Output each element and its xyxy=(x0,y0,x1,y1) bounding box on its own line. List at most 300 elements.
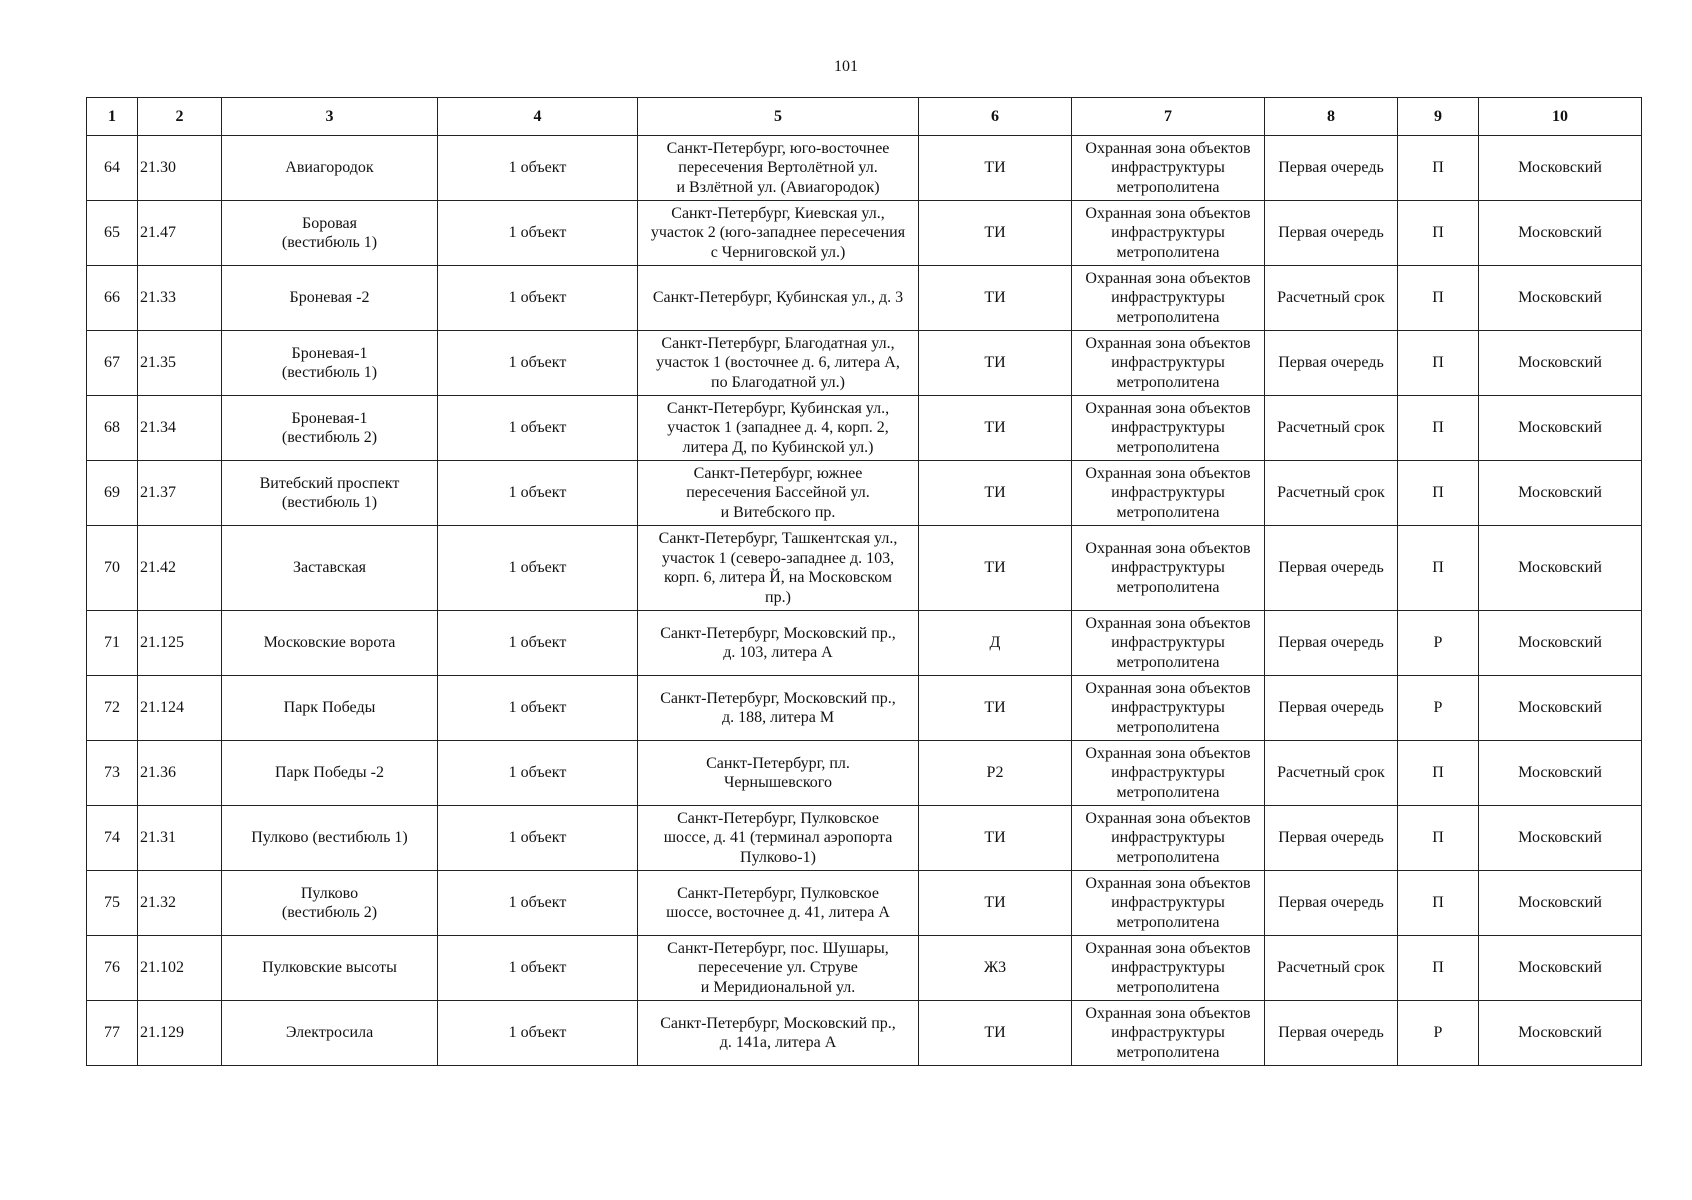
object-count-cell-text: 1 объект xyxy=(508,159,567,177)
row-number-cell-text: 74 xyxy=(104,829,120,847)
zone-type-cell-text: ТИ xyxy=(984,699,1006,717)
table-row xyxy=(87,201,1642,266)
code-cell-text: 21.31 xyxy=(140,829,176,847)
stage-cell-text: Первая очередь xyxy=(1278,1024,1384,1042)
district-cell-text: Московский xyxy=(1518,484,1602,502)
station-name-cell xyxy=(222,676,438,741)
row-number-cell-text: 75 xyxy=(104,894,120,912)
page-number: 101 xyxy=(834,58,858,75)
zone-type-cell xyxy=(919,676,1072,741)
table-header-row xyxy=(87,98,1642,136)
zone-description-cell xyxy=(1072,806,1265,871)
station-name-cell-text: Броневая-1 (вестибюль 1) xyxy=(281,344,378,381)
station-name-cell xyxy=(222,936,438,1001)
object-count-cell-text: 1 объект xyxy=(508,224,567,242)
zone-description-cell-text: Охранная зона объектов инфраструктуры метрополитена xyxy=(1085,399,1251,456)
object-count-cell-text: 1 объект xyxy=(508,959,567,977)
column-header-10: 10 xyxy=(1479,98,1642,136)
stage-cell-text: Первая очередь xyxy=(1278,354,1384,372)
row-number-cell xyxy=(87,526,138,611)
row-number-cell xyxy=(87,331,138,396)
address-cell xyxy=(638,266,919,331)
status-cell-text: Р xyxy=(1433,1024,1443,1042)
zone-description-cell-text: Охранная зона объектов инфраструктуры метрополитена xyxy=(1085,809,1251,866)
address-cell xyxy=(638,331,919,396)
station-name-cell-text: Пулково (вестибюль 1) xyxy=(251,829,408,847)
district-cell xyxy=(1479,1001,1642,1066)
address-cell-text: Санкт-Петербург, Пулковское шоссе, д. 41 (терминал аэропорта Пулково-1) xyxy=(663,809,893,866)
code-cell xyxy=(138,871,222,936)
zone-type-cell-text: ТИ xyxy=(984,484,1006,502)
row-number-cell-text: 76 xyxy=(104,959,120,977)
table-row xyxy=(87,1001,1642,1066)
status-cell xyxy=(1398,806,1479,871)
object-count-cell xyxy=(438,136,638,201)
code-cell-text: 21.37 xyxy=(140,484,176,502)
zone-description-cell xyxy=(1072,611,1265,676)
stage-cell-text: Расчетный срок xyxy=(1277,959,1385,977)
district-cell-text: Московский xyxy=(1518,764,1602,782)
zone-description-cell xyxy=(1072,676,1265,741)
status-cell-text: П xyxy=(1432,419,1444,437)
district-cell-text: Московский xyxy=(1518,829,1602,847)
district-cell xyxy=(1479,136,1642,201)
stage-cell-text: Первая очередь xyxy=(1278,894,1384,912)
object-count-cell xyxy=(438,526,638,611)
object-count-cell-text: 1 объект xyxy=(508,354,567,372)
district-cell-text: Московский xyxy=(1518,354,1602,372)
district-cell xyxy=(1479,611,1642,676)
column-header-3: 3 xyxy=(222,98,438,136)
row-number-cell-text: 68 xyxy=(104,419,120,437)
zone-type-cell-text: ТИ xyxy=(984,829,1006,847)
zone-type-cell xyxy=(919,136,1072,201)
status-cell xyxy=(1398,676,1479,741)
stage-cell xyxy=(1265,806,1398,871)
code-cell xyxy=(138,396,222,461)
data-table xyxy=(86,97,1642,1066)
stage-cell-text: Расчетный срок xyxy=(1277,764,1385,782)
stage-cell xyxy=(1265,266,1398,331)
district-cell xyxy=(1479,266,1642,331)
column-header-2: 2 xyxy=(138,98,222,136)
row-number-cell xyxy=(87,201,138,266)
table-row xyxy=(87,331,1642,396)
district-cell xyxy=(1479,201,1642,266)
zone-type-cell xyxy=(919,936,1072,1001)
zone-description-cell xyxy=(1072,461,1265,526)
code-cell-text: 21.102 xyxy=(140,959,184,977)
status-cell xyxy=(1398,396,1479,461)
row-number-cell-text: 77 xyxy=(104,1024,120,1042)
object-count-cell-text: 1 объект xyxy=(508,634,567,652)
code-cell xyxy=(138,1001,222,1066)
status-cell-text: П xyxy=(1432,224,1444,242)
address-cell xyxy=(638,201,919,266)
zone-description-cell-text: Охранная зона объектов инфраструктуры метрополитена xyxy=(1085,744,1251,801)
address-cell-text: Санкт-Петербург, Киевская ул., участок 2 (юго-западнее пересечения с Черниговской ул.) xyxy=(650,204,906,261)
zone-description-cell-text: Охранная зона объектов инфраструктуры метрополитена xyxy=(1085,539,1251,596)
object-count-cell-text: 1 объект xyxy=(508,829,567,847)
row-number-cell-text: 66 xyxy=(104,289,120,307)
status-cell-text: П xyxy=(1432,559,1444,577)
zone-description-cell-text: Охранная зона объектов инфраструктуры метрополитена xyxy=(1085,1004,1251,1061)
address-cell-text: Санкт-Петербург, Пулковское шоссе, восточнее д. 41, литера А xyxy=(666,884,890,921)
district-cell xyxy=(1479,936,1642,1001)
code-cell-text: 21.129 xyxy=(140,1024,184,1042)
table-row xyxy=(87,676,1642,741)
zone-description-cell xyxy=(1072,136,1265,201)
station-name-cell xyxy=(222,331,438,396)
zone-type-cell xyxy=(919,1001,1072,1066)
object-count-cell xyxy=(438,676,638,741)
status-cell-text: П xyxy=(1432,764,1444,782)
zone-type-cell-text: ТИ xyxy=(984,559,1006,577)
object-count-cell-text: 1 объект xyxy=(508,484,567,502)
object-count-cell xyxy=(438,396,638,461)
station-name-cell xyxy=(222,461,438,526)
district-cell xyxy=(1479,871,1642,936)
zone-description-cell xyxy=(1072,936,1265,1001)
address-cell-text: Санкт-Петербург, пос. Шушары, пересечение ул. Струве и Меридиональной ул. xyxy=(667,939,889,996)
object-count-cell-text: 1 объект xyxy=(508,419,567,437)
table-row xyxy=(87,741,1642,806)
status-cell xyxy=(1398,526,1479,611)
code-cell xyxy=(138,936,222,1001)
station-name-cell xyxy=(222,266,438,331)
stage-cell xyxy=(1265,136,1398,201)
station-name-cell xyxy=(222,611,438,676)
district-cell xyxy=(1479,526,1642,611)
code-cell xyxy=(138,741,222,806)
row-number-cell-text: 72 xyxy=(104,699,120,717)
zone-description-cell-text: Охранная зона объектов инфраструктуры метрополитена xyxy=(1085,139,1251,196)
station-name-cell xyxy=(222,136,438,201)
station-name-cell-text: Боровая (вестибюль 1) xyxy=(281,214,378,251)
stage-cell xyxy=(1265,331,1398,396)
column-header-8: 8 xyxy=(1265,98,1398,136)
zone-type-cell-text: Р2 xyxy=(986,764,1004,782)
code-cell xyxy=(138,331,222,396)
zone-description-cell xyxy=(1072,201,1265,266)
district-cell-text: Московский xyxy=(1518,559,1602,577)
row-number-cell-text: 65 xyxy=(104,224,120,242)
code-cell-text: 21.35 xyxy=(140,354,176,372)
zone-type-cell xyxy=(919,266,1072,331)
station-name-cell xyxy=(222,806,438,871)
zone-description-cell-text: Охранная зона объектов инфраструктуры метрополитена xyxy=(1085,334,1251,391)
station-name-cell-text: Броневая -2 xyxy=(289,289,370,307)
district-cell xyxy=(1479,461,1642,526)
stage-cell-text: Первая очередь xyxy=(1278,634,1384,652)
object-count-cell xyxy=(438,741,638,806)
station-name-cell-text: Авиагородок xyxy=(285,159,374,177)
object-count-cell-text: 1 объект xyxy=(508,559,567,577)
zone-type-cell xyxy=(919,806,1072,871)
object-count-cell xyxy=(438,1001,638,1066)
zone-description-cell xyxy=(1072,266,1265,331)
table-row xyxy=(87,461,1642,526)
stage-cell-text: Первая очередь xyxy=(1278,559,1384,577)
row-number-cell xyxy=(87,461,138,526)
code-cell-text: 21.36 xyxy=(140,764,176,782)
zone-description-cell-text: Охранная зона объектов инфраструктуры метрополитена xyxy=(1085,939,1251,996)
zone-type-cell-text: Д xyxy=(989,634,1001,652)
object-count-cell xyxy=(438,201,638,266)
status-cell xyxy=(1398,871,1479,936)
row-number-cell xyxy=(87,676,138,741)
address-cell-text: Санкт-Петербург, Московский пр., д. 141а, литера А xyxy=(660,1014,896,1051)
object-count-cell xyxy=(438,611,638,676)
code-cell-text: 21.124 xyxy=(140,699,184,717)
status-cell xyxy=(1398,461,1479,526)
stage-cell xyxy=(1265,526,1398,611)
station-name-cell-text: Витебский проспект (вестибюль 1) xyxy=(259,474,400,511)
stage-cell-text: Первая очередь xyxy=(1278,699,1384,717)
status-cell-text: П xyxy=(1432,354,1444,372)
zone-type-cell-text: ТИ xyxy=(984,224,1006,242)
district-cell xyxy=(1479,676,1642,741)
address-cell xyxy=(638,806,919,871)
stage-cell-text: Первая очередь xyxy=(1278,224,1384,242)
status-cell-text: П xyxy=(1432,829,1444,847)
code-cell-text: 21.34 xyxy=(140,419,176,437)
station-name-cell-text: Заставская xyxy=(292,559,367,577)
table-row xyxy=(87,936,1642,1001)
station-name-cell xyxy=(222,526,438,611)
address-cell-text: Санкт-Петербург, Московский пр., д. 103, литера А xyxy=(660,624,896,661)
stage-cell xyxy=(1265,1001,1398,1066)
code-cell xyxy=(138,676,222,741)
object-count-cell xyxy=(438,871,638,936)
row-number-cell xyxy=(87,741,138,806)
table-row xyxy=(87,611,1642,676)
zone-description-cell xyxy=(1072,871,1265,936)
row-number-cell-text: 71 xyxy=(104,634,120,652)
station-name-cell-text: Пулковские высоты xyxy=(262,959,397,977)
zone-type-cell xyxy=(919,396,1072,461)
district-cell-text: Московский xyxy=(1518,634,1602,652)
row-number-cell-text: 67 xyxy=(104,354,120,372)
status-cell xyxy=(1398,611,1479,676)
zone-description-cell xyxy=(1072,526,1265,611)
address-cell xyxy=(638,461,919,526)
zone-type-cell xyxy=(919,201,1072,266)
row-number-cell xyxy=(87,936,138,1001)
zone-type-cell-text: Ж3 xyxy=(983,959,1007,977)
zone-type-cell xyxy=(919,611,1072,676)
code-cell xyxy=(138,461,222,526)
row-number-cell-text: 70 xyxy=(104,559,120,577)
address-cell-text: Санкт-Петербург, Благодатная ул., участок 1 (восточнее д. 6, литера А, по Благодатной ул.) xyxy=(656,334,900,391)
row-number-cell-text: 69 xyxy=(104,484,120,502)
code-cell xyxy=(138,136,222,201)
zone-description-cell xyxy=(1072,331,1265,396)
station-name-cell xyxy=(222,871,438,936)
status-cell xyxy=(1398,1001,1479,1066)
district-cell-text: Московский xyxy=(1518,699,1602,717)
row-number-cell xyxy=(87,266,138,331)
status-cell xyxy=(1398,136,1479,201)
address-cell xyxy=(638,936,919,1001)
zone-description-cell-text: Охранная зона объектов инфраструктуры метрополитена xyxy=(1085,204,1251,261)
address-cell-text: Санкт-Петербург, Ташкентская ул., участок 1 (северо-западнее д. 103, корп. 6, литера Й, на Московском пр.) xyxy=(658,530,898,606)
zone-type-cell xyxy=(919,741,1072,806)
zone-description-cell-text: Охранная зона объектов инфраструктуры метрополитена xyxy=(1085,874,1251,931)
stage-cell xyxy=(1265,201,1398,266)
stage-cell xyxy=(1265,936,1398,1001)
table-row xyxy=(87,806,1642,871)
column-header-7: 7 xyxy=(1072,98,1265,136)
object-count-cell-text: 1 объект xyxy=(508,1024,567,1042)
district-cell-text: Московский xyxy=(1518,894,1602,912)
column-header-5: 5 xyxy=(638,98,919,136)
stage-cell xyxy=(1265,611,1398,676)
zone-type-cell-text: ТИ xyxy=(984,354,1006,372)
zone-type-cell-text: ТИ xyxy=(984,894,1006,912)
address-cell-text: Санкт-Петербург, юго-восточнее пересечения Вертолётной ул. и Взлётной ул. (Авиагородок) xyxy=(666,139,890,196)
station-name-cell-text: Пулково (вестибюль 2) xyxy=(281,884,378,921)
object-count-cell xyxy=(438,806,638,871)
district-cell-text: Московский xyxy=(1518,959,1602,977)
station-name-cell xyxy=(222,201,438,266)
stage-cell xyxy=(1265,871,1398,936)
zone-description-cell xyxy=(1072,1001,1265,1066)
status-cell-text: П xyxy=(1432,894,1444,912)
station-name-cell-text: Броневая-1 (вестибюль 2) xyxy=(281,409,378,446)
column-header-6: 6 xyxy=(919,98,1072,136)
object-count-cell xyxy=(438,461,638,526)
station-name-cell-text: Московские ворота xyxy=(263,634,396,652)
object-count-cell-text: 1 объект xyxy=(508,699,567,717)
object-count-cell-text: 1 объект xyxy=(508,764,567,782)
district-cell-text: Московский xyxy=(1518,419,1602,437)
code-cell-text: 21.33 xyxy=(140,289,176,307)
code-cell-text: 21.42 xyxy=(140,559,176,577)
row-number-cell-text: 73 xyxy=(104,764,120,782)
district-cell-text: Московский xyxy=(1518,289,1602,307)
district-cell xyxy=(1479,331,1642,396)
address-cell xyxy=(638,676,919,741)
zone-type-cell xyxy=(919,461,1072,526)
stage-cell-text: Расчетный срок xyxy=(1277,419,1385,437)
object-count-cell-text: 1 объект xyxy=(508,894,567,912)
code-cell xyxy=(138,806,222,871)
stage-cell-text: Расчетный срок xyxy=(1277,484,1385,502)
row-number-cell xyxy=(87,136,138,201)
table-row xyxy=(87,396,1642,461)
status-cell xyxy=(1398,741,1479,806)
code-cell xyxy=(138,611,222,676)
zone-type-cell xyxy=(919,331,1072,396)
district-cell xyxy=(1479,806,1642,871)
row-number-cell-text: 64 xyxy=(104,159,120,177)
stage-cell-text: Первая очередь xyxy=(1278,829,1384,847)
status-cell-text: Р xyxy=(1433,699,1443,717)
row-number-cell xyxy=(87,396,138,461)
address-cell xyxy=(638,611,919,676)
column-header-9: 9 xyxy=(1398,98,1479,136)
row-number-cell xyxy=(87,1001,138,1066)
zone-type-cell-text: ТИ xyxy=(984,159,1006,177)
stage-cell xyxy=(1265,741,1398,806)
zone-description-cell xyxy=(1072,741,1265,806)
district-cell-text: Московский xyxy=(1518,159,1602,177)
address-cell xyxy=(638,526,919,611)
row-number-cell xyxy=(87,806,138,871)
status-cell-text: П xyxy=(1432,159,1444,177)
code-cell-text: 21.30 xyxy=(140,159,176,177)
status-cell xyxy=(1398,266,1479,331)
stage-cell xyxy=(1265,396,1398,461)
address-cell-text: Санкт-Петербург, Кубинская ул., д. 3 xyxy=(652,289,904,307)
district-cell xyxy=(1479,396,1642,461)
address-cell-text: Санкт-Петербург, Московский пр., д. 188, литера М xyxy=(660,689,896,726)
status-cell-text: П xyxy=(1432,959,1444,977)
column-header-4: 4 xyxy=(438,98,638,136)
station-name-cell xyxy=(222,741,438,806)
address-cell xyxy=(638,396,919,461)
zone-type-cell xyxy=(919,526,1072,611)
stage-cell-text: Первая очередь xyxy=(1278,159,1384,177)
table-row xyxy=(87,871,1642,936)
object-count-cell xyxy=(438,936,638,1001)
table-row xyxy=(87,266,1642,331)
station-name-cell-text: Парк Победы -2 xyxy=(274,764,385,782)
station-name-cell xyxy=(222,1001,438,1066)
stage-cell xyxy=(1265,461,1398,526)
zone-type-cell-text: ТИ xyxy=(984,1024,1006,1042)
address-cell-text: Санкт-Петербург, пл. Чернышевского xyxy=(706,754,850,791)
zone-type-cell-text: ТИ xyxy=(984,289,1006,307)
code-cell-text: 21.47 xyxy=(140,224,176,242)
status-cell xyxy=(1398,936,1479,1001)
station-name-cell xyxy=(222,396,438,461)
zone-description-cell-text: Охранная зона объектов инфраструктуры метрополитена xyxy=(1085,464,1251,521)
table-row xyxy=(87,526,1642,611)
zone-description-cell-text: Охранная зона объектов инфраструктуры метрополитена xyxy=(1085,679,1251,736)
address-cell-text: Санкт-Петербург, южнее пересечения Бассейной ул. и Витебского пр. xyxy=(686,464,870,521)
status-cell-text: Р xyxy=(1433,634,1443,652)
district-cell-text: Московский xyxy=(1518,1024,1602,1042)
stage-cell-text: Расчетный срок xyxy=(1277,289,1385,307)
zone-type-cell-text: ТИ xyxy=(984,419,1006,437)
code-cell-text: 21.125 xyxy=(140,634,184,652)
code-cell xyxy=(138,201,222,266)
row-number-cell xyxy=(87,611,138,676)
code-cell xyxy=(138,266,222,331)
zone-type-cell xyxy=(919,871,1072,936)
station-name-cell-text: Электросила xyxy=(285,1024,374,1042)
code-cell xyxy=(138,526,222,611)
object-count-cell-text: 1 объект xyxy=(508,289,567,307)
address-cell xyxy=(638,741,919,806)
station-name-cell-text: Парк Победы xyxy=(283,699,376,717)
stage-cell xyxy=(1265,676,1398,741)
table-row xyxy=(87,136,1642,201)
status-cell-text: П xyxy=(1432,484,1444,502)
status-cell-text: П xyxy=(1432,289,1444,307)
zone-description-cell-text: Охранная зона объектов инфраструктуры метрополитена xyxy=(1085,614,1251,671)
address-cell-text: Санкт-Петербург, Кубинская ул., участок 1 (западнее д. 4, корп. 2, литера Д, по Кубинской ул.) xyxy=(666,399,890,456)
address-cell xyxy=(638,136,919,201)
district-cell xyxy=(1479,741,1642,806)
column-header-1: 1 xyxy=(87,98,138,136)
district-cell-text: Московский xyxy=(1518,224,1602,242)
address-cell xyxy=(638,1001,919,1066)
row-number-cell xyxy=(87,871,138,936)
status-cell xyxy=(1398,331,1479,396)
